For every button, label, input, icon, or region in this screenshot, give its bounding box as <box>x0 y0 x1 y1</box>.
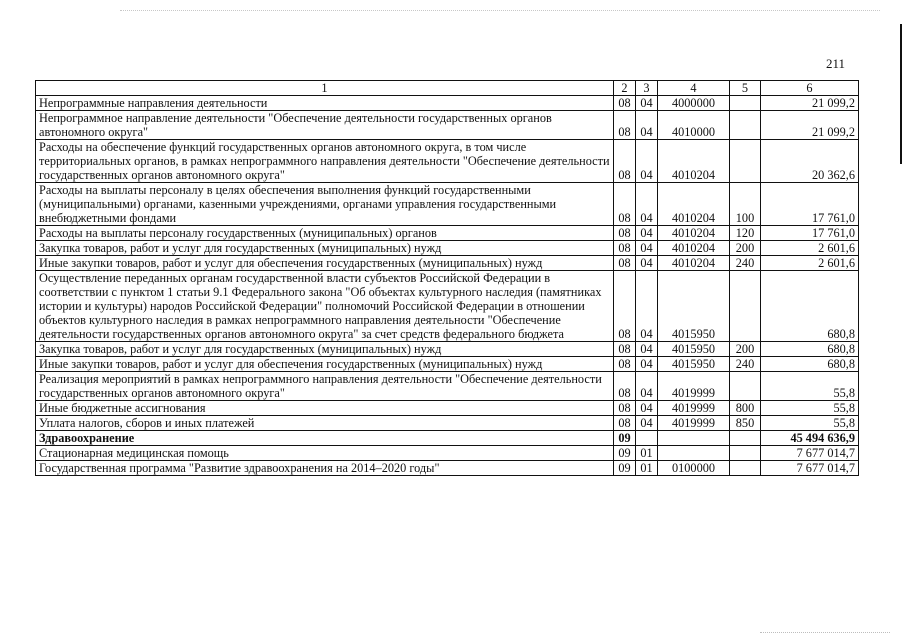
target-article-cell: 4019999 <box>658 401 730 416</box>
amount-cell: 2 601,6 <box>761 241 859 256</box>
row-name-cell: Иные закупки товаров, работ и услуг для обеспечения государственных (муниципальных) нужд <box>36 256 614 271</box>
row-name-cell: Здравоохранение <box>36 431 614 446</box>
subsection-code-cell: 04 <box>636 416 658 431</box>
target-article-cell: 0100000 <box>658 461 730 476</box>
section-code-cell: 09 <box>614 461 636 476</box>
row-name-cell: Иные закупки товаров, работ и услуг для обеспечения государственных (муниципальных) нужд <box>36 357 614 372</box>
section-code-cell: 08 <box>614 140 636 183</box>
header-col-4: 4 <box>658 81 730 96</box>
subsection-code-cell: 04 <box>636 401 658 416</box>
scan-edge-line <box>900 24 902 164</box>
amount-cell: 7 677 014,7 <box>761 461 859 476</box>
target-article-cell: 4010204 <box>658 140 730 183</box>
amount-cell: 55,8 <box>761 372 859 401</box>
expense-type-cell <box>730 111 761 140</box>
amount-cell: 7 677 014,7 <box>761 446 859 461</box>
target-article-cell: 4000000 <box>658 96 730 111</box>
row-name-cell: Закупка товаров, работ и услуг для государственных (муниципальных) нужд <box>36 241 614 256</box>
header-col-5: 5 <box>730 81 761 96</box>
amount-cell: 21 099,2 <box>761 111 859 140</box>
expense-type-cell: 100 <box>730 183 761 226</box>
target-article-cell: 4015950 <box>658 357 730 372</box>
row-name-cell: Осуществление переданных органам государственной власти субъектов Российской Федерации в соответствии с пунктом 1 статьи 9.1 Федерального закона "Об объектах культурного наследия (памятниках истории и культуры) народов Российской Федерации" полномочий Российской Федерации в отношении объектов культурного наследия в рамках непрограммного направления деятельности "Обеспечение деятельности государственных органов автономного округа" за счет средств федерального бюджета <box>36 271 614 342</box>
amount-cell: 45 494 636,9 <box>761 431 859 446</box>
amount-cell: 680,8 <box>761 271 859 342</box>
table-body <box>36 96 859 476</box>
section-code-cell: 08 <box>614 357 636 372</box>
subsection-code-cell: 04 <box>636 342 658 357</box>
expense-type-cell <box>730 372 761 401</box>
target-article-cell: 4010204 <box>658 241 730 256</box>
subsection-code-cell: 04 <box>636 96 658 111</box>
subsection-code-cell <box>636 431 658 446</box>
amount-cell: 55,8 <box>761 401 859 416</box>
expense-type-cell: 850 <box>730 416 761 431</box>
amount-cell: 680,8 <box>761 342 859 357</box>
expense-type-cell: 240 <box>730 357 761 372</box>
table-row <box>36 241 859 256</box>
expense-type-cell: 200 <box>730 342 761 357</box>
subsection-code-cell: 04 <box>636 372 658 401</box>
header-col-2: 2 <box>614 81 636 96</box>
expense-type-cell <box>730 271 761 342</box>
subsection-code-cell: 04 <box>636 241 658 256</box>
table-row <box>36 111 859 140</box>
subsection-code-cell: 04 <box>636 256 658 271</box>
target-article-cell: 4019999 <box>658 372 730 401</box>
scan-artifact-bottom <box>760 632 890 633</box>
subsection-code-cell: 04 <box>636 357 658 372</box>
section-code-cell: 09 <box>614 431 636 446</box>
table-row <box>36 256 859 271</box>
target-article-cell: 4019999 <box>658 416 730 431</box>
section-code-cell: 09 <box>614 446 636 461</box>
target-article-cell: 4015950 <box>658 271 730 342</box>
amount-cell: 17 761,0 <box>761 226 859 241</box>
header-col-1: 1 <box>36 81 614 96</box>
expense-type-cell: 240 <box>730 256 761 271</box>
amount-cell: 20 362,6 <box>761 140 859 183</box>
row-name-cell: Уплата налогов, сборов и иных платежей <box>36 416 614 431</box>
table-row <box>36 401 859 416</box>
section-code-cell: 08 <box>614 401 636 416</box>
subsection-code-cell: 04 <box>636 226 658 241</box>
header-col-6: 6 <box>761 81 859 96</box>
row-name-cell: Расходы на выплаты персоналу государственных (муниципальных) органов <box>36 226 614 241</box>
section-code-cell: 08 <box>614 271 636 342</box>
table-row <box>36 461 859 476</box>
section-code-cell: 08 <box>614 183 636 226</box>
table-row <box>36 446 859 461</box>
table-header-row <box>36 81 859 96</box>
table-row <box>36 226 859 241</box>
scan-artifact-top <box>120 10 880 11</box>
header-col-3: 3 <box>636 81 658 96</box>
section-code-cell: 08 <box>614 96 636 111</box>
table-row <box>36 140 859 183</box>
section-code-cell: 08 <box>614 416 636 431</box>
section-code-cell: 08 <box>614 111 636 140</box>
row-name-cell: Закупка товаров, работ и услуг для государственных (муниципальных) нужд <box>36 342 614 357</box>
table-row <box>36 372 859 401</box>
subsection-code-cell: 04 <box>636 183 658 226</box>
table-row <box>36 342 859 357</box>
target-article-cell: 4010000 <box>658 111 730 140</box>
expense-type-cell <box>730 446 761 461</box>
budget-table <box>35 80 859 476</box>
row-name-cell: Иные бюджетные ассигнования <box>36 401 614 416</box>
table-row <box>36 431 859 446</box>
row-name-cell: Непрограммные направления деятельности <box>36 96 614 111</box>
table-row <box>36 96 859 111</box>
section-code-cell: 08 <box>614 342 636 357</box>
subsection-code-cell: 04 <box>636 140 658 183</box>
expense-type-cell <box>730 140 761 183</box>
target-article-cell <box>658 431 730 446</box>
subsection-code-cell: 01 <box>636 446 658 461</box>
section-code-cell: 08 <box>614 256 636 271</box>
amount-cell: 21 099,2 <box>761 96 859 111</box>
amount-cell: 680,8 <box>761 357 859 372</box>
target-article-cell <box>658 446 730 461</box>
expense-type-cell: 200 <box>730 241 761 256</box>
amount-cell: 2 601,6 <box>761 256 859 271</box>
row-name-cell: Расходы на обеспечение функций государственных органов автономного округа, в том числе территориальных органов, в рамках непрограммного направления деятельности "Обеспечение деятельности государственных органов автономного округа" <box>36 140 614 183</box>
target-article-cell: 4010204 <box>658 183 730 226</box>
table-row <box>36 183 859 226</box>
table-row <box>36 271 859 342</box>
section-code-cell: 08 <box>614 372 636 401</box>
section-code-cell: 08 <box>614 226 636 241</box>
expense-type-cell <box>730 461 761 476</box>
target-article-cell: 4010204 <box>658 226 730 241</box>
section-code-cell: 08 <box>614 241 636 256</box>
row-name-cell: Реализация мероприятий в рамках непрограммного направления деятельности "Обеспечение деятельности государственных органов автономного округа" <box>36 372 614 401</box>
row-name-cell: Государственная программа "Развитие здравоохранения на 2014–2020 годы" <box>36 461 614 476</box>
row-name-cell: Расходы на выплаты персоналу в целях обеспечения выполнения функций государственными (муниципальными) органами, казенными учреждениями, органами управления государственными внебюджетными фондами <box>36 183 614 226</box>
row-name-cell: Непрограммное направление деятельности "Обеспечение деятельности государственных органов автономного округа" <box>36 111 614 140</box>
amount-cell: 17 761,0 <box>761 183 859 226</box>
amount-cell: 55,8 <box>761 416 859 431</box>
expense-type-cell <box>730 96 761 111</box>
subsection-code-cell: 04 <box>636 271 658 342</box>
page-number: 211 <box>826 56 846 71</box>
table-row <box>36 357 859 372</box>
expense-type-cell: 120 <box>730 226 761 241</box>
target-article-cell: 4015950 <box>658 342 730 357</box>
table-row <box>36 416 859 431</box>
expense-type-cell <box>730 431 761 446</box>
subsection-code-cell: 04 <box>636 111 658 140</box>
subsection-code-cell: 01 <box>636 461 658 476</box>
expense-type-cell: 800 <box>730 401 761 416</box>
row-name-cell: Стационарная медицинская помощь <box>36 446 614 461</box>
target-article-cell: 4010204 <box>658 256 730 271</box>
